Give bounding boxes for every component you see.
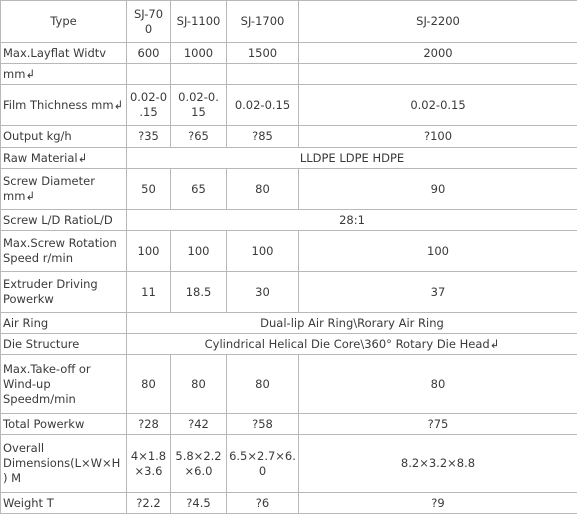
table-cell: 100: [127, 231, 171, 272]
table-cell: 0.02-0.15: [299, 85, 577, 126]
table-row: [1, 148, 577, 169]
table-cell: ?9: [299, 493, 577, 514]
table-cell: 18.5: [171, 272, 227, 313]
table-row: [1, 126, 577, 148]
table-cell: 0.02-0 .15: [127, 85, 171, 126]
row-label: Max.Screw Rotation Speed r/min: [1, 231, 127, 272]
row-label: Overall Dimensions(L×W×H ) M: [1, 435, 127, 493]
table-cell: ?6: [227, 493, 299, 514]
row-label: Film Thichness mm↲: [1, 85, 127, 126]
table-row: [1, 210, 577, 231]
table-cell: ?42: [171, 414, 227, 435]
table-row: [1, 355, 577, 414]
table-cell: [171, 64, 227, 85]
table-cell: 80: [299, 355, 577, 414]
table-row: [1, 334, 577, 355]
row-label: Weight T: [1, 493, 127, 514]
table-row: [1, 64, 577, 85]
table-cell: 37: [299, 272, 577, 313]
table-row: [1, 43, 577, 64]
model-header: SJ-70 0: [127, 1, 171, 43]
table-cell: [227, 64, 299, 85]
table-row: [1, 272, 577, 313]
table-cell-span: LLDPE LDPE HDPE: [127, 148, 577, 169]
model-header: SJ-1700: [227, 1, 299, 43]
table-cell: 30: [227, 272, 299, 313]
table-cell: 8.2×3.2×8.8: [299, 435, 577, 493]
row-label: Screw Diameter mm↲: [1, 169, 127, 210]
table-cell-span: Cylindrical Helical Die Core\360° Rotary Die Head↲: [127, 334, 577, 355]
table-cell-span: 28:1: [127, 210, 577, 231]
table-cell: 1000: [171, 43, 227, 64]
row-label: Raw Material↲: [1, 148, 127, 169]
row-label: Total Powerkw: [1, 414, 127, 435]
table-row: [1, 313, 577, 334]
row-label: Air Ring: [1, 313, 127, 334]
table-cell: ?100: [299, 126, 577, 148]
table-cell: ?75: [299, 414, 577, 435]
table-row: [1, 414, 577, 435]
row-label: Max.Layflat Widtv: [1, 43, 127, 64]
table-cell-span: Dual-lip Air Ring\Rorary Air Ring: [127, 313, 577, 334]
table-row: [1, 85, 577, 126]
table-cell: [127, 64, 171, 85]
table-cell: ?28: [127, 414, 171, 435]
row-label: Extruder Driving Powerkw: [1, 272, 127, 313]
table-cell: 1500: [227, 43, 299, 64]
table-cell: 5.8×2.2 ×6.0: [171, 435, 227, 493]
row-label: mm↲: [1, 64, 127, 85]
table-cell: 80: [227, 169, 299, 210]
row-label: Die Structure: [1, 334, 127, 355]
table-cell: 80: [127, 355, 171, 414]
table-row: [1, 493, 577, 514]
table-cell: 100: [171, 231, 227, 272]
table-cell: 65: [171, 169, 227, 210]
table-cell: 80: [171, 355, 227, 414]
table-cell: ?85: [227, 126, 299, 148]
table-row: [1, 169, 577, 210]
table-cell: 90: [299, 169, 577, 210]
table-cell: [299, 64, 577, 85]
table-cell: 100: [227, 231, 299, 272]
table-cell: 600: [127, 43, 171, 64]
table-cell: 0.02-0.15: [227, 85, 299, 126]
table-cell: ?35: [127, 126, 171, 148]
table-cell: ?58: [227, 414, 299, 435]
model-header: SJ-2200: [299, 1, 577, 43]
row-label: Screw L/D RatioL/D: [1, 210, 127, 231]
table-cell: 0.02-0. 15: [171, 85, 227, 126]
type-header: Type: [1, 1, 127, 43]
row-label: Max.Take-off or Wind-up Speedm/min: [1, 355, 127, 414]
table-cell: 100: [299, 231, 577, 272]
table-cell: 6.5×2.7×6. 0: [227, 435, 299, 493]
table-cell: 4×1.8 ×3.6: [127, 435, 171, 493]
table-cell: 50: [127, 169, 171, 210]
table-cell: 2000: [299, 43, 577, 64]
header-row: [1, 1, 577, 43]
table-cell: ?4.5: [171, 493, 227, 514]
table-cell: ?2.2: [127, 493, 171, 514]
model-header: SJ-1100: [171, 1, 227, 43]
row-label: Output kg/h: [1, 126, 127, 148]
table-cell: 11: [127, 272, 171, 313]
table-row: [1, 435, 577, 493]
table-row: [1, 231, 577, 272]
table-cell: ?65: [171, 126, 227, 148]
table-cell: 80: [227, 355, 299, 414]
